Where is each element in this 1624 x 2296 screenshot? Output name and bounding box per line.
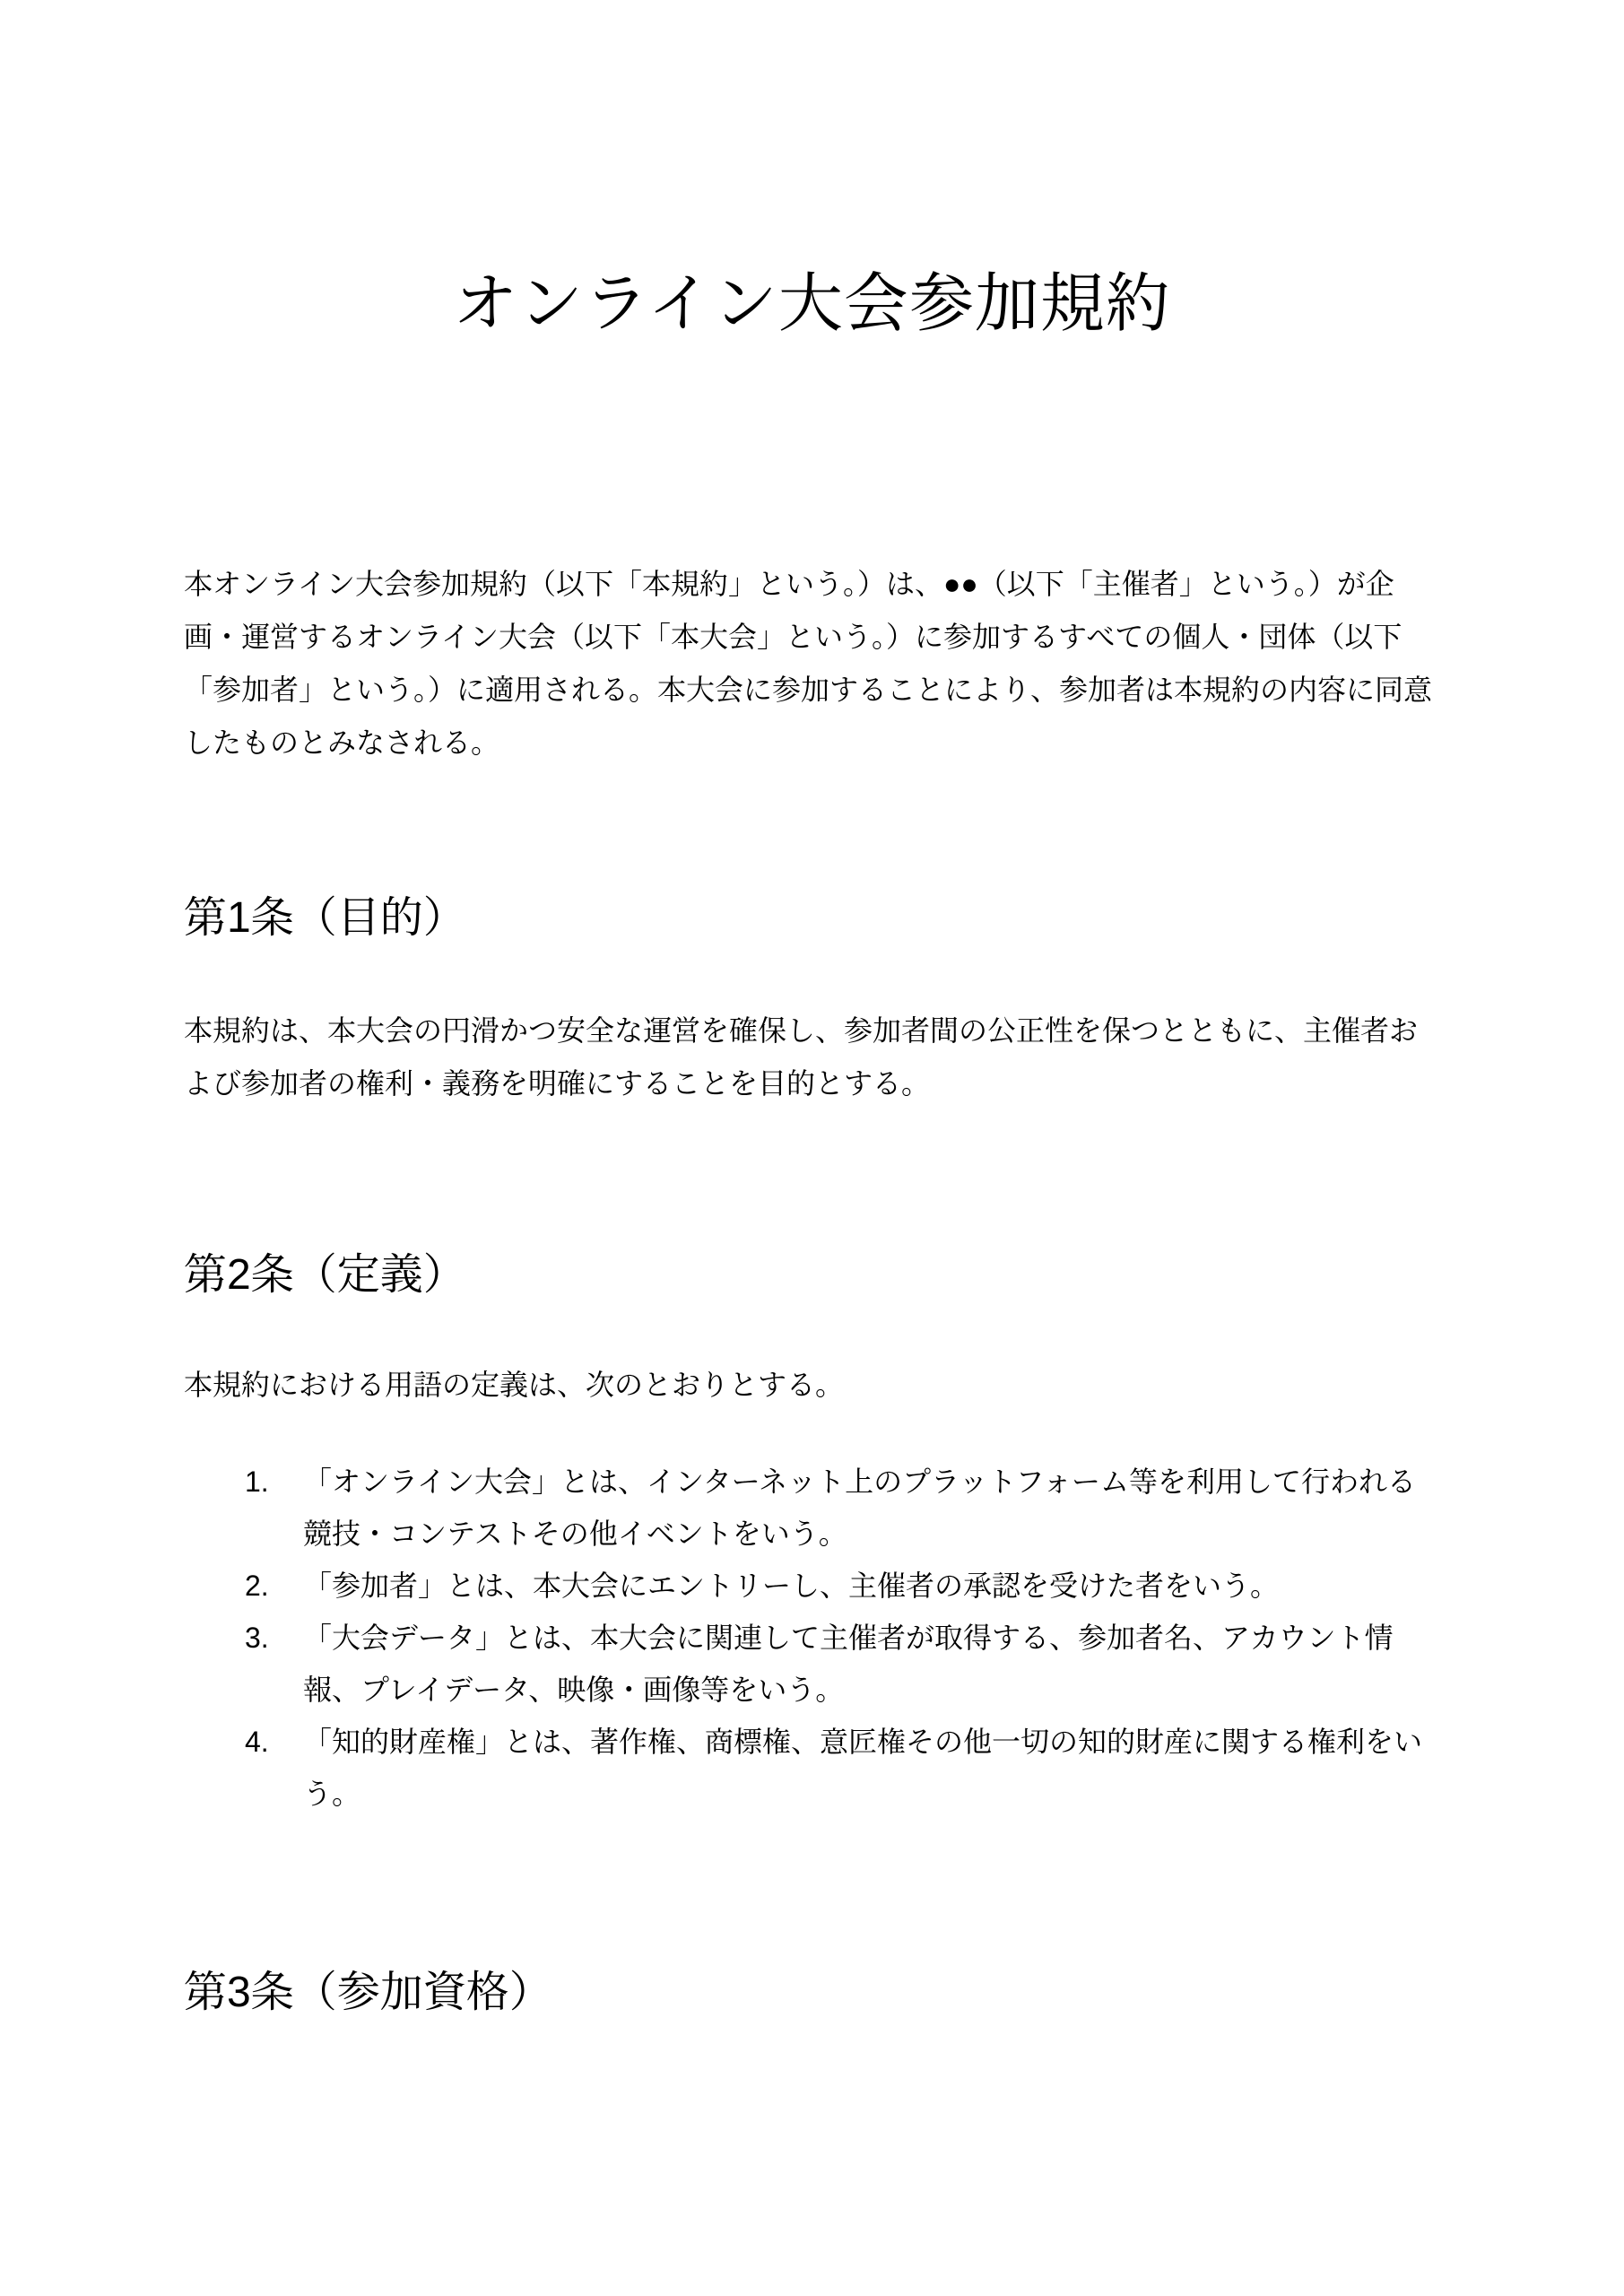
intro-paragraph: 本オンライン大会参加規約（以下「本規約」という。）は、●●（以下「主催者」という。）が企画・運営するオンライン大会（以下「本大会」という。）に参加するすべての個人・団体（以下「参加者」という。）に適用される。本大会に参加することにより、参加者は本規約の内容に同意したものとみなされる。: [184, 568, 1433, 759]
list-number-4: 4.: [245, 1726, 269, 1758]
definition-item-2: [184, 1560, 1440, 1612]
article-1-heading: 第1条（目的）: [184, 894, 466, 942]
definition-text-3: 「大会データ」とは、本大会に関連して主催者が取得する、参加者名、アカウント情報、プレイデータ、映像・画像等をいう。: [303, 1622, 1394, 1706]
article-1-body: 本規約は、本大会の円滑かつ安全な運営を確保し、参加者間の公正性を保つとともに、主催者および参加者の権利・義務を明確にすることを目的とする。: [184, 1014, 1419, 1100]
list-number-1: 1.: [245, 1465, 269, 1498]
article-2-lead: 本規約における用語の定義は、次のとおりとする。: [184, 1369, 845, 1401]
definition-text-1: 「オンライン大会」とは、インターネット上のプラットフォーム等を利用して行われる競技・コンテストその他イベントをいう。: [303, 1465, 1416, 1550]
definitions-list: [184, 1456, 1440, 1820]
document-title: オンライン大会参加規約: [453, 268, 1171, 340]
definition-item-1: [184, 1456, 1440, 1560]
list-number-2: 2.: [245, 1570, 269, 1602]
definition-text-4: 「知的財産権」とは、著作権、商標権、意匠権その他一切の知的財産に関する権利をいう。: [303, 1726, 1423, 1810]
list-number-3: 3.: [245, 1622, 269, 1654]
article-2-heading: 第2条（定義）: [184, 1251, 466, 1299]
definition-text-2: 「参加者」とは、本大会にエントリーし、主催者の承認を受けた者をいう。: [303, 1570, 1280, 1602]
definition-item-3: [184, 1612, 1440, 1716]
definition-item-4: [184, 1716, 1440, 1820]
article-3-heading: 第3条（参加資格）: [184, 1969, 552, 2016]
